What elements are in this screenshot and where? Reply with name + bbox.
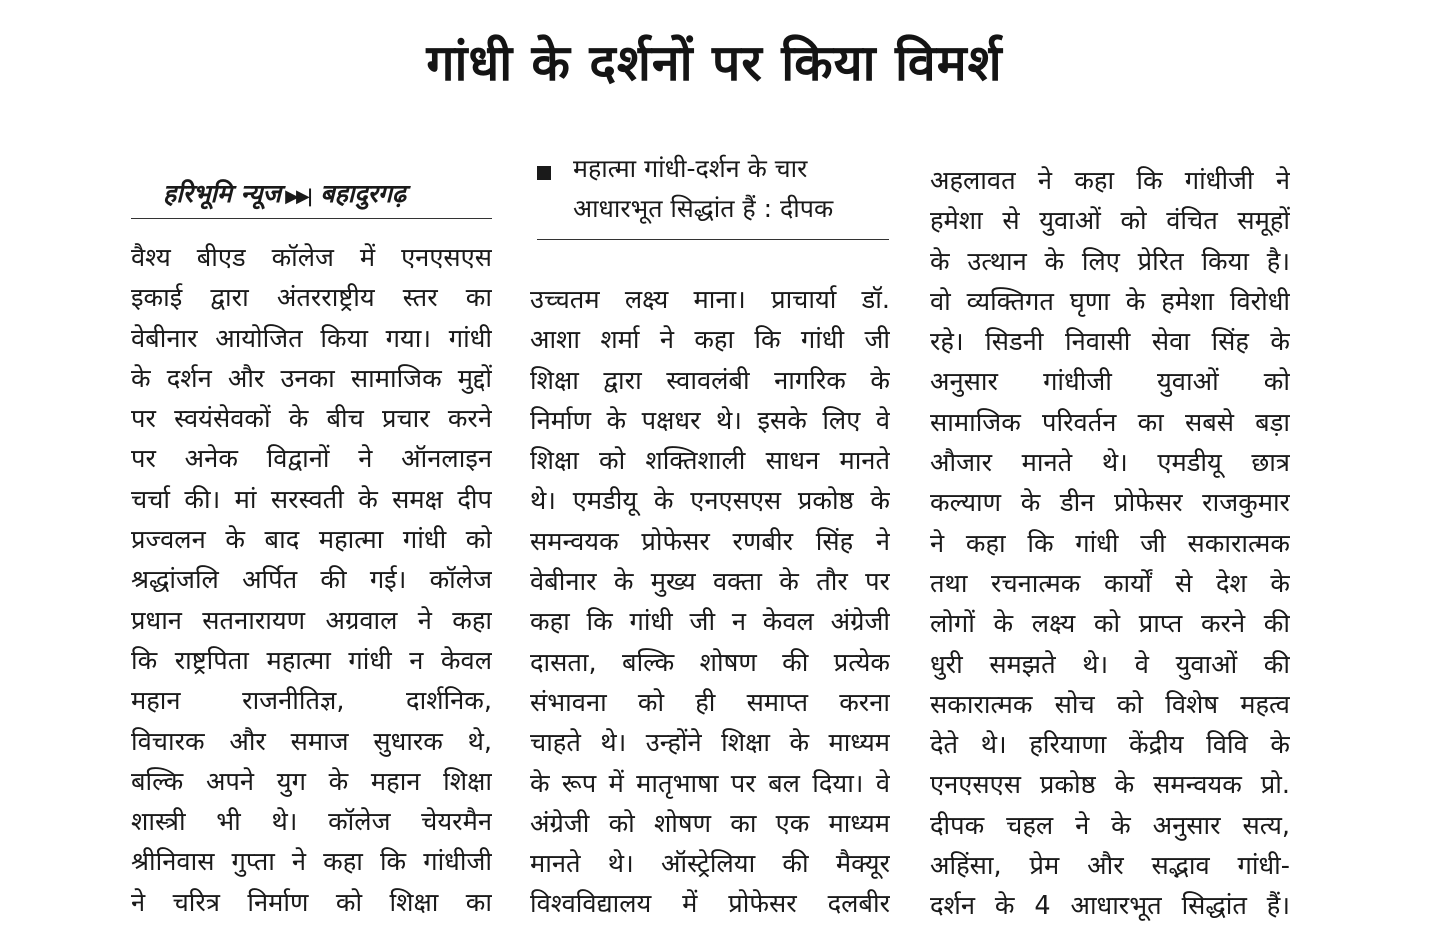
dateline (131, 172, 492, 219)
dateline-source: हरिभूमि न्यूज (163, 179, 282, 208)
article-line: बल्कि अपने युग के महान शिक्षा (131, 766, 492, 797)
article-line: इकाई द्वारा अंतरराष्ट्रीय स्तर का (131, 283, 492, 314)
article-line: श्रद्धांजलि अर्पित की गई। कॉलेज (131, 565, 492, 596)
article-line: वो व्यक्तिगत घृणा के हमेशा विरोधी (930, 286, 1290, 317)
article-line: शिक्षा द्वारा स्वावलंबी नागरिक के (530, 365, 890, 396)
article-line: थे। एमडीयू के एनएसएस प्रकोष्ठ के (530, 486, 890, 517)
article-line: दीपक चहल ने के अनुसार सत्य, (930, 810, 1290, 841)
highlight-line: महात्मा गांधी-दर्शन के चार (573, 154, 808, 183)
article-line: के उत्थान के लिए प्रेरित किया है। (930, 246, 1290, 277)
square-bullet-icon (537, 166, 551, 180)
article-line: उच्चतम लक्ष्य माना। प्राचार्या डॉ. (530, 285, 890, 315)
article-line: रहे। सिडनी निवासी सेवा सिंह के (930, 327, 1290, 358)
article-column-1 (131, 238, 492, 923)
article-line: विश्वविद्यालय में प्रोफेसर दलबीर (530, 889, 890, 920)
headline: गांधी के दर्शनों पर किया विमर्श (426, 34, 1003, 92)
article-line: अहिंसा, प्रेम और सद्भाव गांधी- (930, 851, 1290, 882)
article-line: मानते थे। ऑस्ट्रेलिया की मैक्यूर (530, 849, 890, 880)
article-line: प्रज्वलन के बाद महात्मा गांधी को (131, 525, 492, 556)
article-line: एनएसएस प्रकोष्ठ के समन्वयक प्रो. (930, 770, 1290, 801)
article-line: धुरी समझते थे। वे युवाओं की (930, 649, 1290, 680)
article-line: हमेशा से युवाओं को वंचित समूहों (930, 206, 1290, 237)
article-line: ने चरित्र निर्माण को शिक्षा का (131, 887, 492, 918)
article-line: वेबीनार आयोजित किया गया। गांधी (131, 323, 492, 354)
article-line: श्रीनिवास गुप्ता ने कहा कि गांधीजी (131, 847, 492, 878)
article-line: चाहते थे। उन्होंने शिक्षा के माध्यम (530, 728, 890, 759)
article-line: सामाजिक परिवर्तन का सबसे बड़ा (930, 407, 1290, 438)
highlight-box (537, 152, 889, 240)
article-line: समन्वयक प्रोफेसर रणबीर सिंह ने (530, 526, 890, 557)
article-line: अहलावत ने कहा कि गांधीजी ने (930, 166, 1290, 196)
highlight-line: आधारभूत सिद्धांत हैं : दीपक (573, 194, 834, 223)
article-line: वैश्य बीएड कॉलेज में एनएसएस (131, 243, 492, 273)
arrow-icon: ▶▶| (285, 186, 311, 207)
article-line: प्रधान सतनारायण अग्रवाल ने कहा (131, 605, 492, 636)
article-line: अंग्रेजी को शोषण का एक माध्यम (530, 808, 890, 839)
article-line: तथा रचनात्मक कार्यों से देश के (930, 568, 1290, 599)
article-line: दासता, बल्कि शोषण की प्रत्येक (530, 647, 890, 678)
article-column-3 (930, 161, 1290, 927)
article-line: कहा कि गांधी जी न केवल अंग्रेजी (530, 607, 890, 638)
article-line: संभावना को ही समाप्त करना (530, 687, 890, 718)
article-line: औजार मानते थे। एमडीयू छात्र (930, 448, 1290, 479)
article-line: के रूप में मातृभाषा पर बल दिया। वे (530, 768, 890, 799)
article-line: लोगों के लक्ष्य को प्राप्त करने की (930, 609, 1290, 640)
article-line: ने कहा कि गांधी जी सकारात्मक (930, 528, 1290, 559)
article-line: सकारात्मक सोच को विशेष महत्व (930, 689, 1290, 720)
article-line: शास्त्री भी थे। कॉलेज चेयरमैन (131, 807, 492, 838)
article-line: पर स्वयंसेवकों के बीच प्रचार करने (131, 404, 492, 435)
article-line: अनुसार गांधीजी युवाओं को (930, 367, 1290, 398)
article-line: देते थे। हरियाणा केंद्रीय विवि के (930, 730, 1290, 761)
article-line: पर अनेक विद्वानों ने ऑनलाइन (131, 444, 492, 475)
article-line: के दर्शन और उनका सामाजिक मुद्दों (131, 363, 492, 394)
article-column-2 (530, 280, 890, 925)
article-line: कि राष्ट्रपिता महात्मा गांधी न केवल (131, 645, 492, 676)
article-line: महान राजनीतिज्ञ, दार्शनिक, (131, 686, 492, 717)
article-line: चर्चा की। मां सरस्वती के समक्ष दीप (131, 484, 492, 515)
article-line: विचारक और समाज सुधारक थे, (131, 726, 492, 757)
article-line: शिक्षा को शक्तिशाली साधन मानते (530, 446, 890, 477)
article-line: निर्माण के पक्षधर थे। इसके लिए वे (530, 405, 890, 436)
article-line: आशा शर्मा ने कहा कि गांधी जी (530, 325, 890, 356)
dateline-place: बहादुरगढ़ (320, 179, 407, 208)
article-line: दर्शन के 4 आधारभूत सिद्धांत हैं। (930, 891, 1290, 922)
article-line: वेबीनार के मुख्य वक्ता के तौर पर (530, 567, 890, 598)
article-line: कल्याण के डीन प्रोफेसर राजकुमार (930, 488, 1290, 519)
